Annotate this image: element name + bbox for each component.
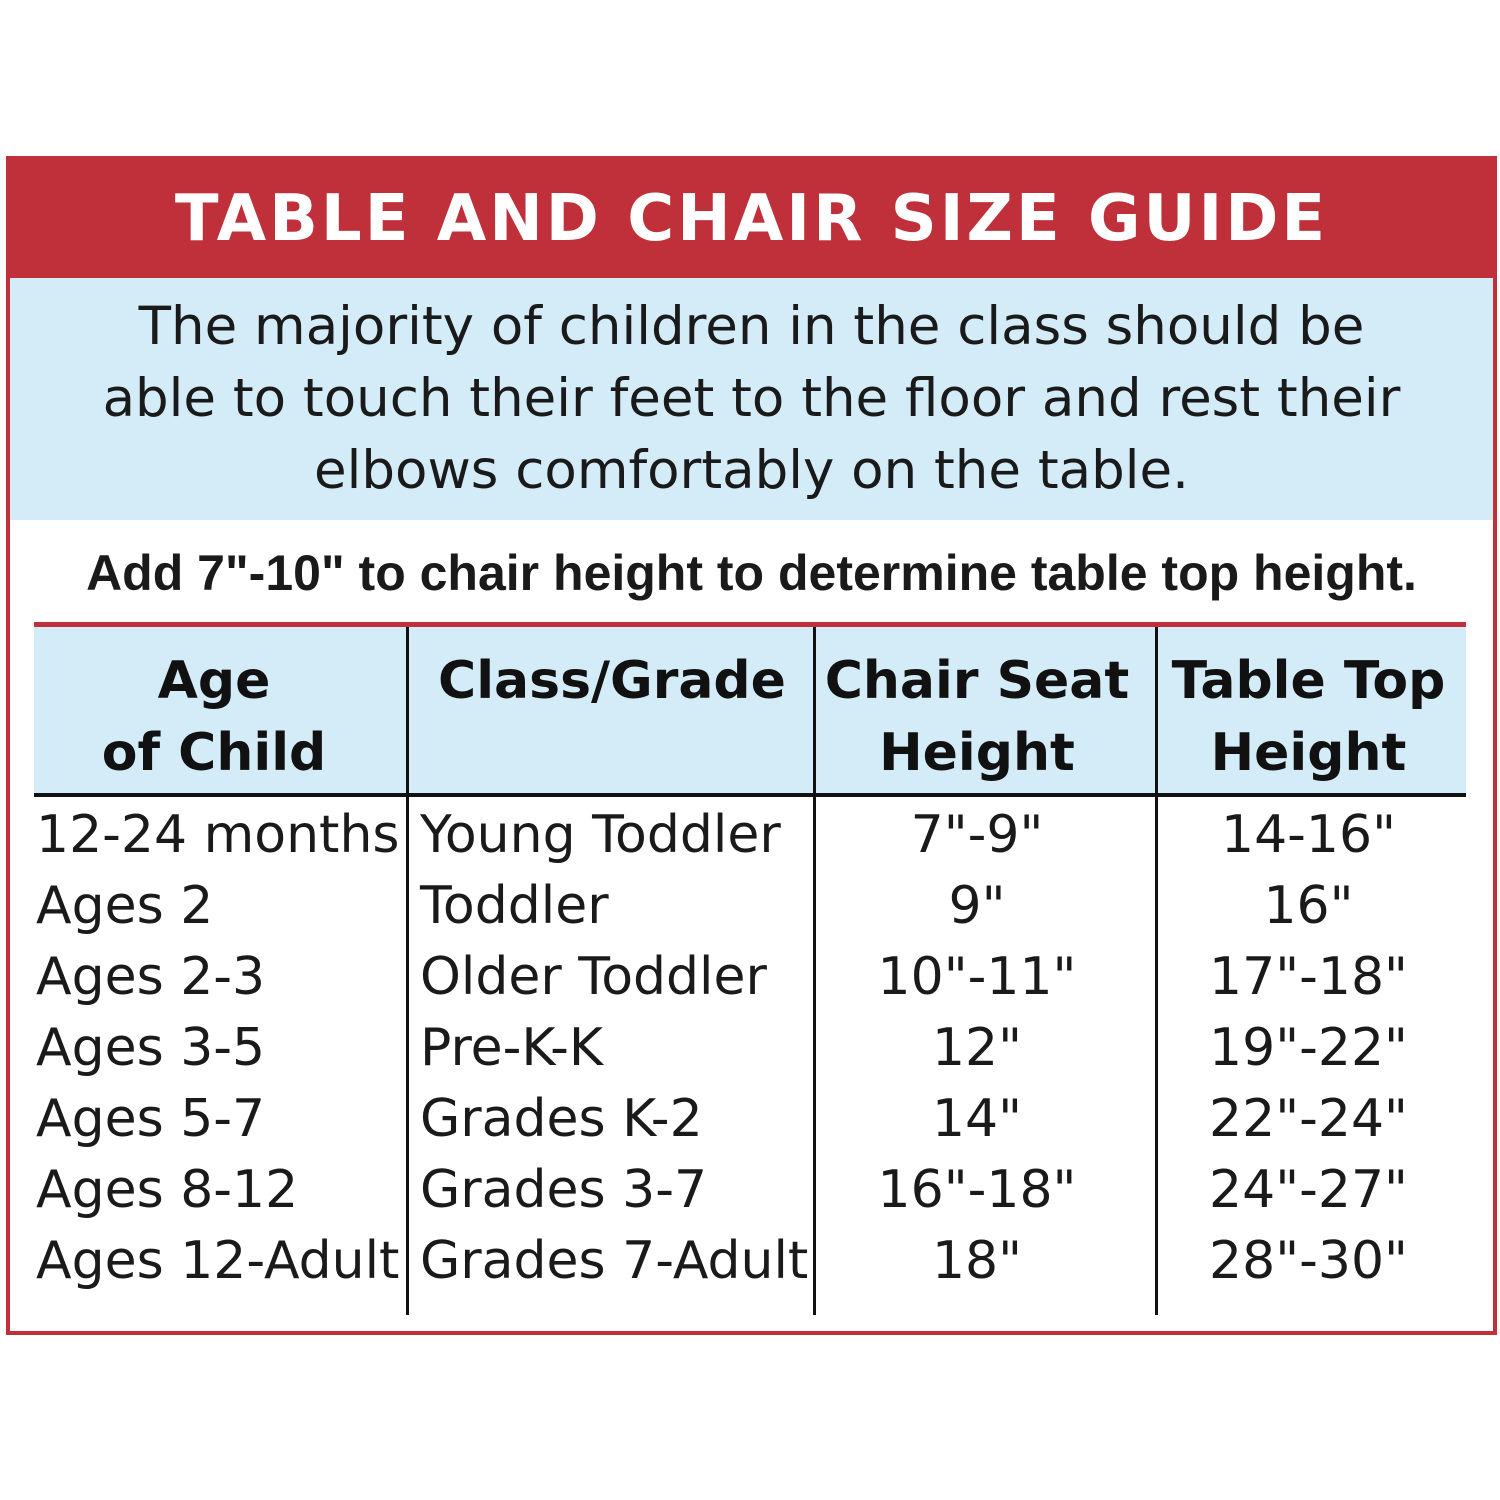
chair-height-cell: 12" [931,1018,1023,1078]
chair-height-cell: 10"-11" [877,947,1077,1007]
table-row [34,800,1466,871]
table-row [34,1226,1466,1297]
height-note-text: Add 7"-10" to chair height to determine table top height. [86,545,1417,601]
page-title: TABLE AND CHAIR SIZE GUIDE [174,182,1329,256]
table-row [34,942,1466,1013]
age-cell: Ages 12-Adult [36,1231,400,1291]
table-height-cell: 24"-27" [1209,1160,1408,1220]
table-row [34,1155,1466,1226]
grade-cell: Grades 7-Adult [420,1231,809,1291]
table-row [34,871,1466,942]
grade-cell: Grades K-2 [420,1089,703,1149]
grade-cell: Young Toddler [420,805,781,865]
header-table-top-height: Table Top Height [1171,651,1446,783]
size-table [34,622,1466,1315]
header-class-grade: Class/Grade [438,651,786,711]
grade-cell: Toddler [420,876,609,936]
table-header-row [34,627,1466,793]
chair-height-cell: 9" [948,876,1006,936]
table-height-cell: 17"-18" [1209,947,1408,1007]
table-row [34,1084,1466,1155]
table-height-cell: 22"-24" [1209,1089,1408,1149]
table-height-cell: 19"-22" [1209,1018,1408,1078]
age-cell: Ages 3-5 [36,1018,266,1078]
table-height-cell: 28"-30" [1209,1231,1408,1291]
table-row [34,1013,1466,1084]
grade-cell: Grades 3-7 [420,1160,708,1220]
age-cell: Ages 5-7 [36,1089,266,1149]
table-height-cell: 14-16" [1220,805,1397,865]
grade-cell: Pre-K-K [420,1018,603,1078]
title-bar [10,160,1493,278]
chair-height-cell: 7"-9" [910,805,1044,865]
age-cell: Ages 2 [36,876,214,936]
header-age-of-child: Age of Child [101,651,327,783]
chair-height-cell: 14" [931,1089,1023,1149]
age-cell: Ages 2-3 [36,947,266,1007]
chair-height-cell: 18" [931,1231,1023,1291]
header-divider [34,793,1466,797]
intro-text: The majority of children in the class should be able to touch their feet to the floor and rest their elbows comfortably on the table. [102,296,1401,501]
table-height-cell: 16" [1263,876,1354,936]
height-note [10,528,1493,618]
grade-cell: Older Toddler [420,947,767,1007]
header-chair-seat-height: Chair Seat Height [824,651,1130,783]
age-cell: 12-24 months [36,805,400,865]
age-cell: Ages 8-12 [36,1160,299,1220]
intro-panel [10,278,1493,520]
chair-height-cell: 16"-18" [877,1160,1077,1220]
size-guide-card [6,156,1497,1335]
